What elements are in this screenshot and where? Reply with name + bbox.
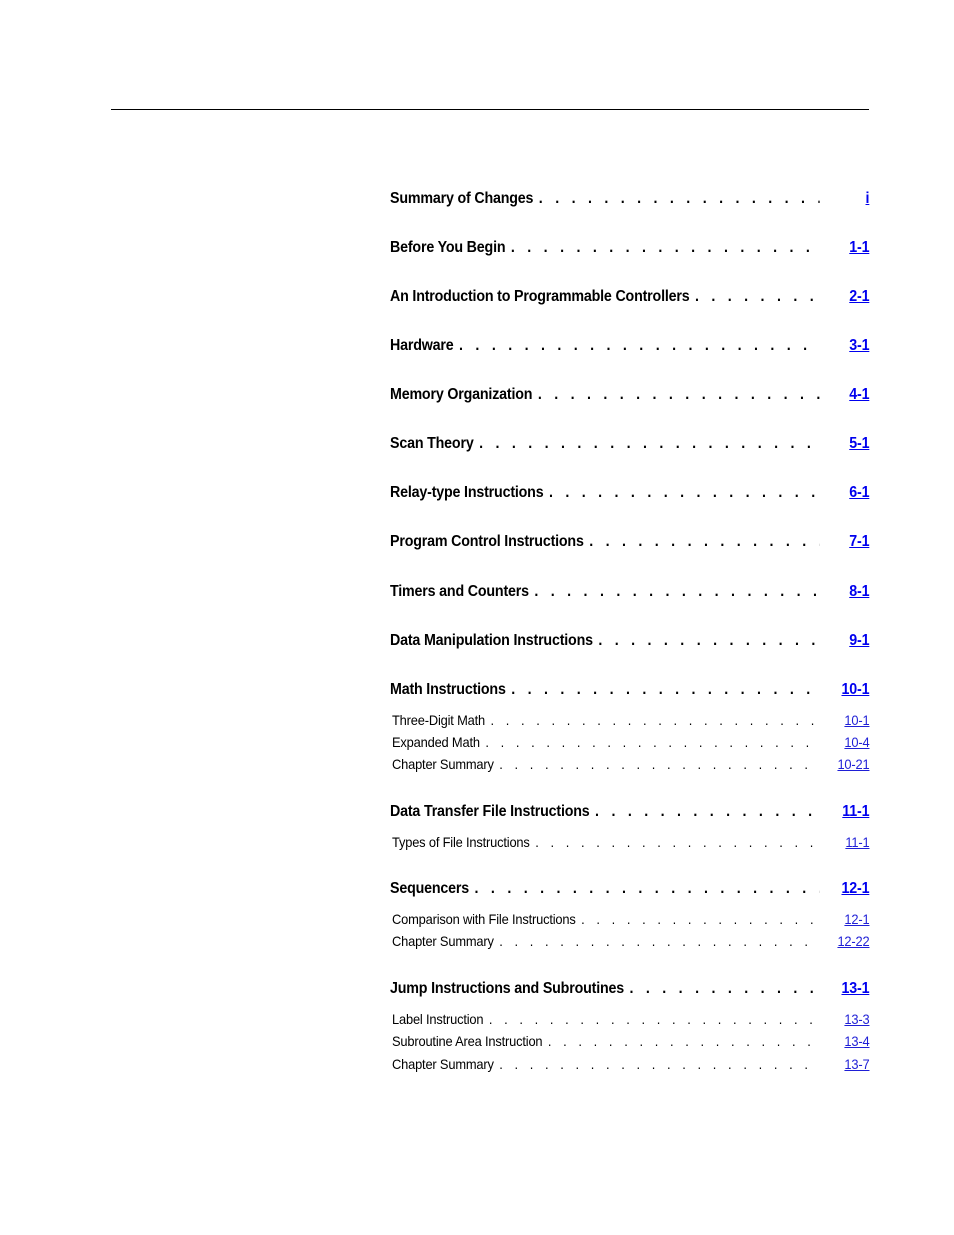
section-page-link[interactable]: 10-1 <box>844 712 870 728</box>
dot-leader <box>581 911 820 927</box>
dot-leader <box>548 1033 820 1049</box>
chapter-page-link[interactable]: 8-1 <box>849 583 870 600</box>
chapter-page-link[interactable]: 2-1 <box>849 288 870 305</box>
dot-leader <box>459 337 820 355</box>
section-page-link[interactable]: 13-4 <box>844 1033 870 1049</box>
toc-chapter-program-control-instructions <box>390 533 869 551</box>
chapter-page-link[interactable]: 9-1 <box>849 632 870 649</box>
toc-chapter-math-instructions <box>390 681 869 699</box>
toc-chapter-timers-and-counters <box>390 583 869 601</box>
header-rule <box>111 109 869 110</box>
dot-leader <box>511 239 820 257</box>
dot-leader <box>598 632 819 650</box>
chapter-page-link[interactable]: i <box>865 190 870 207</box>
dot-leader <box>589 533 819 551</box>
section-title: Label Instruction <box>392 1011 484 1027</box>
chapter-page-link[interactable]: 10-1 <box>841 681 870 698</box>
section-page-link[interactable]: 13-3 <box>844 1011 870 1027</box>
chapter-title: An Introduction to Programmable Controllers <box>390 288 690 305</box>
dot-leader <box>595 803 820 821</box>
toc-chapter-memory-organization <box>390 386 869 404</box>
toc-chapter-before-you-begin <box>390 239 869 257</box>
chapter-page-link[interactable]: 13-1 <box>841 980 870 997</box>
dot-leader <box>538 386 820 404</box>
toc-chapter-sequencers <box>390 880 869 898</box>
section-page-link[interactable]: 11-1 <box>845 834 870 850</box>
dot-leader <box>535 834 820 850</box>
toc-section-subroutine-area-instruction <box>392 1033 869 1049</box>
chapter-title: Hardware <box>390 337 454 354</box>
chapter-title: Timers and Counters <box>390 583 529 600</box>
toc-chapter-jump-instructions-and-subroutines <box>390 980 869 998</box>
dot-leader <box>499 756 820 772</box>
chapter-title: Memory Organization <box>390 386 533 403</box>
chapter-page-link[interactable]: 4-1 <box>849 386 870 403</box>
toc-section-chapter-summary <box>392 1056 869 1072</box>
chapter-page-link[interactable]: 11-1 <box>842 803 870 820</box>
chapter-title: Data Manipulation Instructions <box>390 632 593 649</box>
section-title: Comparison with File Instructions <box>392 911 576 927</box>
toc-chapter-data-manipulation-instructions <box>390 632 869 650</box>
dot-leader <box>534 583 819 601</box>
dot-leader <box>475 880 820 898</box>
dot-leader <box>511 681 819 699</box>
section-title: Expanded Math <box>392 734 480 750</box>
dot-leader <box>499 933 820 949</box>
chapter-title: Sequencers <box>390 880 470 897</box>
dot-leader <box>489 1011 820 1027</box>
section-title: Subroutine Area Instruction <box>392 1033 543 1049</box>
chapter-title: Before You Begin <box>390 239 506 256</box>
toc-section-expanded-math <box>392 734 869 750</box>
toc-section-label-instruction <box>392 1011 869 1027</box>
chapter-title: Jump Instructions and Subroutines <box>390 980 624 997</box>
chapter-page-link[interactable]: 5-1 <box>849 435 870 452</box>
toc-section-chapter-summary <box>392 756 869 772</box>
chapter-title: Relay-type Instructions <box>390 484 544 501</box>
section-title: Types of File Instructions <box>392 834 530 850</box>
toc-section-three-digit-math <box>392 712 869 728</box>
dot-leader <box>499 1056 820 1072</box>
chapter-page-link[interactable]: 7-1 <box>849 533 870 550</box>
toc-chapter-hardware <box>390 337 869 355</box>
toc-chapter-summary-of-changes <box>390 190 869 208</box>
toc-section-types-of-file-instructions <box>392 834 869 850</box>
chapter-title: Math Instructions <box>390 681 506 698</box>
chapter-title: Scan Theory <box>390 435 474 452</box>
section-page-link[interactable]: 12-22 <box>837 933 870 949</box>
section-page-link[interactable]: 10-21 <box>837 756 870 772</box>
section-title: Three-Digit Math <box>392 712 485 728</box>
chapter-page-link[interactable]: 12-1 <box>841 880 870 897</box>
chapter-page-link[interactable]: 6-1 <box>849 484 870 501</box>
chapter-title: Data Transfer File Instructions <box>390 803 590 820</box>
dot-leader <box>630 980 820 998</box>
chapter-title: Summary of Changes <box>390 190 534 207</box>
chapter-page-link[interactable]: 3-1 <box>849 337 870 354</box>
toc-section-comparison-with-file-instructions <box>392 911 869 927</box>
dot-leader <box>539 190 820 208</box>
section-page-link[interactable]: 12-1 <box>844 911 870 927</box>
section-title: Chapter Summary <box>392 1056 494 1072</box>
dot-leader <box>695 288 820 306</box>
section-title: Chapter Summary <box>392 756 494 772</box>
section-page-link[interactable]: 10-4 <box>844 734 870 750</box>
dot-leader <box>549 484 820 502</box>
dot-leader <box>490 712 819 728</box>
toc-chapter-relay-type-instructions <box>390 484 869 502</box>
section-page-link[interactable]: 13-7 <box>844 1056 870 1072</box>
toc-section-chapter-summary <box>392 933 869 949</box>
dot-leader <box>485 734 819 750</box>
toc-chapter-introduction <box>390 288 869 306</box>
toc-chapter-data-transfer-file-instructions <box>390 803 869 821</box>
chapter-page-link[interactable]: 1-1 <box>849 239 870 256</box>
chapter-title: Program Control Instructions <box>390 533 584 550</box>
toc-chapter-scan-theory <box>390 435 869 453</box>
section-title: Chapter Summary <box>392 933 494 949</box>
dot-leader <box>479 435 820 453</box>
